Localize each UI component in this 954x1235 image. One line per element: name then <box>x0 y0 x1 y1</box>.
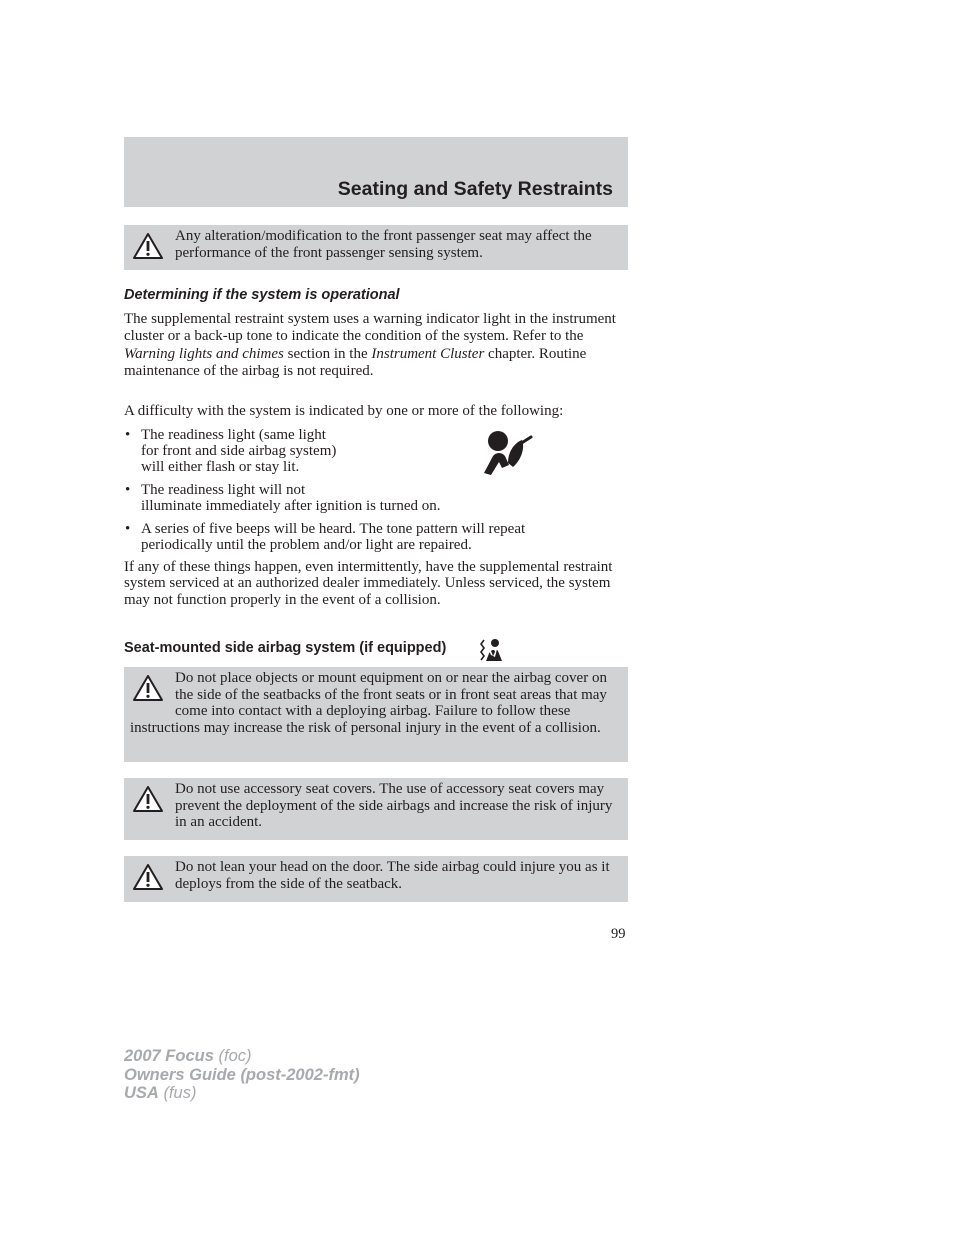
paragraph-operational-intro: The supplemental restraint system uses a warning indicator light in the instrument cluster or a back-up tone to indicate the condition of the system. Refer to the Warning lights and chimes section in the Instrument Cluster chapter. Routine maintenance of the airbag is not required. <box>124 311 616 380</box>
reference-warning-lights: Warning lights and chimes <box>124 345 284 362</box>
warning-triangle-icon <box>132 785 164 813</box>
warning-triangle-icon <box>132 674 164 702</box>
warning-box-3 <box>124 778 628 840</box>
warning-text-1: Any alteration/modification to the front passenger seat may affect the performance of the front passenger sensing system. <box>175 228 592 261</box>
paragraph-difficulty-intro: A difficulty with the system is indicated by one or more of the following: <box>124 403 564 419</box>
warning-text-3: Do not use accessory seat covers. The use of accessory seat covers may prevent the deployment of the side airbags and increase the risk of injury in an accident. <box>175 781 613 831</box>
warning-triangle-icon <box>132 232 164 260</box>
warning-box-4 <box>124 856 628 902</box>
warning-box-2 <box>124 667 628 762</box>
warning-text-2: Do not place objects or mount equipment on or near the airbag cover on the side of the seatbacks of the front seats or in front seat areas that may come into contact with a deploying airbag. Failure to follow these instructions may increase the risk of personal injury in the event of a collision. <box>130 670 607 736</box>
document-footer: 2007 Focus (foc) Owners Guide (post-2002-fmt) USA (fus) <box>124 1047 360 1102</box>
warning-text-4: Do not lean your head on the door. The side airbag could injure you as it deploys from the side of the seatback. <box>175 859 610 892</box>
warning-box-1 <box>124 225 628 270</box>
side-airbag-icon <box>478 638 504 662</box>
section-heading-side-airbag: Seat-mounted side airbag system (if equipped) <box>124 640 447 656</box>
page-number: 99 <box>611 926 626 942</box>
airbag-indicator-icon <box>478 426 534 478</box>
chapter-title: Seating and Safety Restraints <box>337 178 613 200</box>
reference-instrument-cluster: Instrument Cluster <box>371 345 485 362</box>
chapter-header <box>124 137 628 207</box>
paragraph-service-advice: If any of these things happen, even intermittently, have the supplemental restraint system serviced at an authorized dealer immediately. Unless serviced, the system may not function properly in the event of a collision. <box>124 559 613 608</box>
section-heading-operational: Determining if the system is operational <box>124 287 400 303</box>
warning-triangle-icon <box>132 863 164 891</box>
